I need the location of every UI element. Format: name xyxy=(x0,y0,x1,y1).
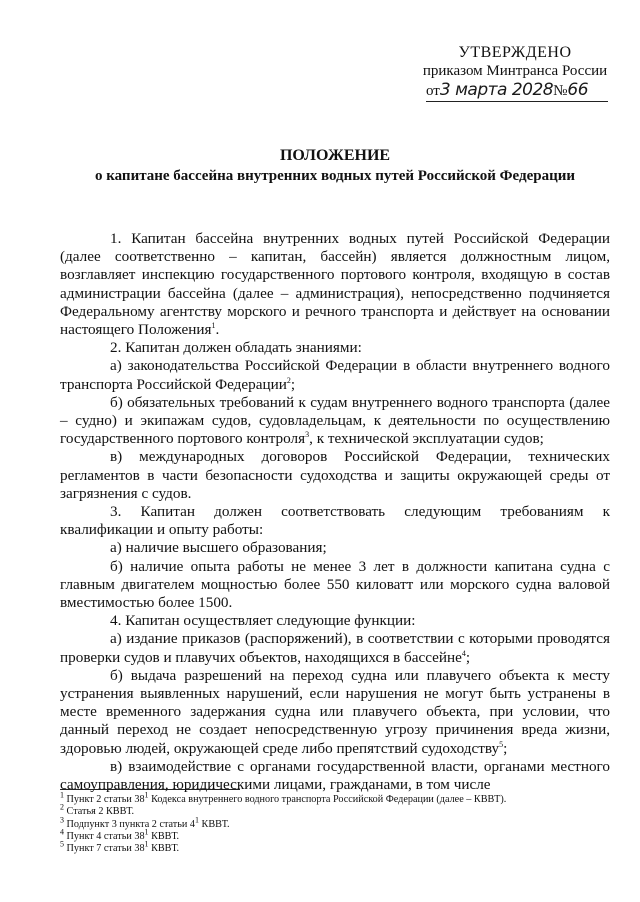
order-of-label: приказом Минтранса России xyxy=(422,63,608,79)
body-paragraph: б) наличие опыта работы не менее 3 лет в должности капитана судна с главным двигателем мощностью более 550 киловатт или морского судна валовой вместимостью более 1500. xyxy=(60,557,610,612)
footnote-ref: 4 xyxy=(461,648,466,658)
number-prefix: № xyxy=(553,83,568,99)
handwritten-date: 3 марта 2028 xyxy=(439,80,554,100)
body-paragraph: а) наличие высшего образования; xyxy=(110,539,327,557)
body-paragraph: 1. Капитан бассейна внутренних водных путей Российской Федерации (далее соответственно – капитан, бассейн) является должностным лицом, возглавляет инспекцию государственного портового контроля, входящую в состав администрации бассейна (далее – администрация), непосредственно подчиняется Федеральному агентству морского и речного транспорта и действует на основании настоящего Положения$^1$. xyxy=(60,230,610,339)
footnote-ref: 1 xyxy=(211,320,216,330)
from-prefix: от xyxy=(426,83,440,99)
body-paragraph: а) законодательства Российской Федерации в области внутреннего водного транспорта Российской Федерации$^2$; xyxy=(60,357,610,393)
footnote-number: 1 xyxy=(60,790,64,800)
footnote-number: 2 xyxy=(60,802,64,812)
footnote-divider xyxy=(60,789,240,790)
approval-stamp-block xyxy=(420,44,610,102)
body-paragraph: в) взаимодействие с органами государственной власти, органами местного самоуправления, юридическими лицами, гражданами, в том числе xyxy=(60,757,610,794)
document-title-block xyxy=(60,146,610,186)
footnote: $^1$ Пункт 2 статьи $38^1$ Кодекса внутреннего водного транспорта Российской Федерации (далее – КВВТ). xyxy=(60,790,507,805)
approved-label: УТВЕРЖДЕНО xyxy=(458,44,572,61)
footnote: $^5$ Пункт 7 статьи $38^1$ КВВТ. xyxy=(60,839,180,855)
body-paragraph: б) выдача разрешений на переход судна или плавучего объекта к месту устранения выявленных нарушений, если нарушения не могут быть устранены в месте временного задержания судна или плавучего объекта, при условии, что данный переход не создает непосредственную угрозу причинения вреда жизни, здоровью людей, окружающей среде либо препятствий судоходству$^5$; xyxy=(60,666,610,757)
body-paragraph: в) международных договоров Российской Федерации, технических регламентов в части безопасности судоходства и защиты окружающей среды от загрязнения с судов. xyxy=(60,448,610,502)
document-body xyxy=(60,230,610,794)
body-paragraph: б) обязательных требований к судам внутреннего водного транспорта (далее – судно) и экипажам судов, судовладельцам, к деятельности по осуществлению государственного портового контроля$^3$, к технической эксплуатации судов; xyxy=(60,393,610,448)
footnote: $^3$ Подпункт 3 пункта 2 статьи $4^1$ КВВТ. xyxy=(60,815,230,830)
footnote-number: 4 xyxy=(60,827,64,837)
footnotes-section xyxy=(60,789,610,855)
handwritten-number: 66 xyxy=(567,80,589,100)
footnote-ref: 2 xyxy=(286,375,291,385)
body-paragraph: а) издание приказов (распоряжений), в соответствии с которыми проводятся проверки судов и плавучих объектов, находящихся в бассейне$^4$; xyxy=(60,630,610,666)
body-paragraph: 2. Капитан должен обладать знаниями: xyxy=(110,339,362,357)
body-paragraph: 3. Капитан должен соответствовать следующим требованиям к квалификации и опыту работы: xyxy=(60,503,610,539)
body-paragraph: 4. Капитан осуществляет следующие функции: xyxy=(110,612,416,630)
footnote-ref: 3 xyxy=(305,430,310,440)
document-subtitle: о капитане бассейна внутренних водных путей Российской Федерации xyxy=(94,168,576,184)
footnote-ref: 5 xyxy=(499,739,504,749)
document-title: ПОЛОЖЕНИЕ xyxy=(279,147,391,164)
footnote: $^4$ Пункт 4 статьи $38^1$ КВВТ. xyxy=(60,827,180,842)
footnote: $^2$ Статья 2 КВВТ. xyxy=(60,802,135,818)
footnote-number: 5 xyxy=(60,839,64,849)
order-date-number-line xyxy=(426,81,608,102)
footnote-number: 3 xyxy=(60,815,64,825)
